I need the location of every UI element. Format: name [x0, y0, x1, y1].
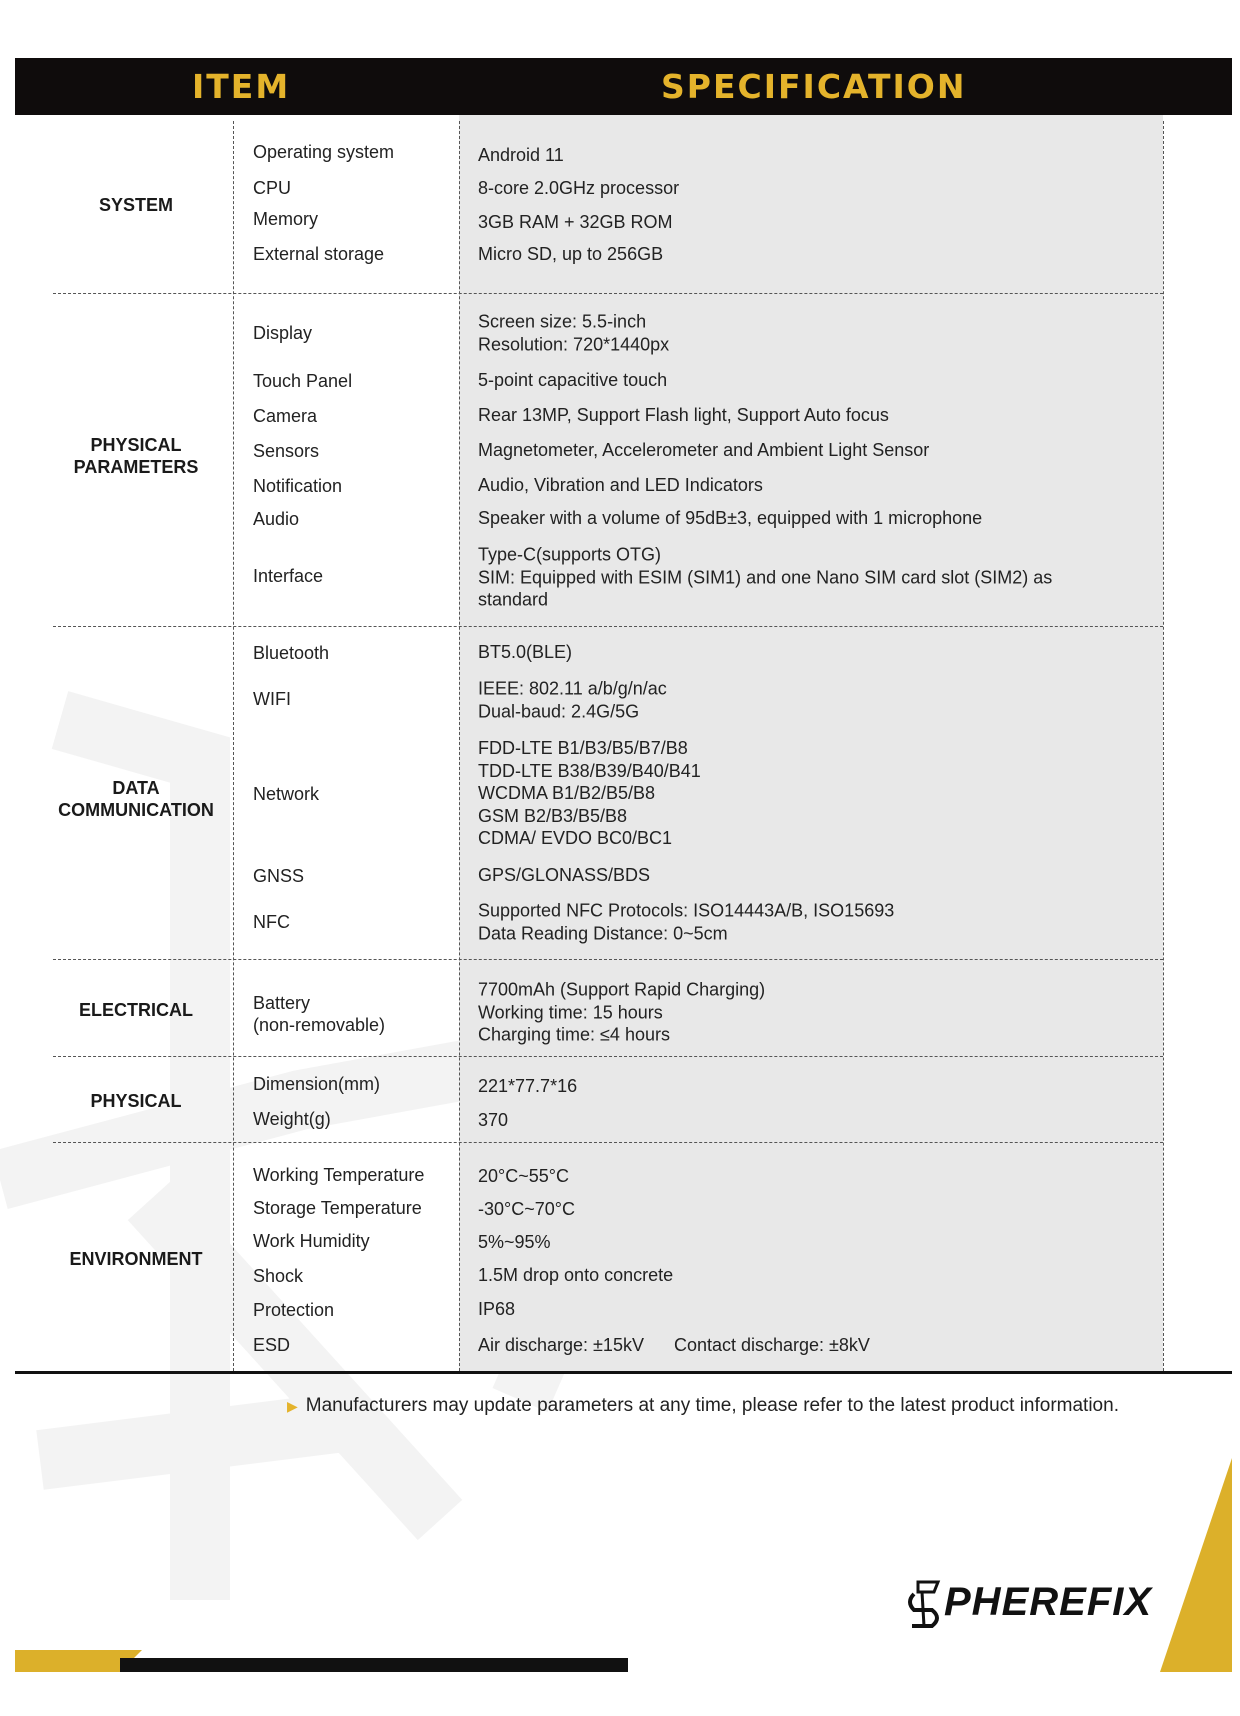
value-protection: IP68 [478, 1298, 516, 1319]
category-electrical: ELECTRICAL [79, 1000, 193, 1020]
label-interface: Interface [253, 566, 324, 586]
footer-note-text: Manufacturers may update parameters at any time, please refer to the latest product information. [305, 1395, 1119, 1416]
label-external-storage: External storage [253, 244, 385, 264]
row-divider [53, 293, 1163, 294]
label-bluetooth: Bluetooth [253, 643, 330, 663]
category-physical: PHYSICAL [90, 1091, 182, 1111]
value-nfc: Supported NFC Protocols: ISO14443A/B, ISO15693 Data Reading Distance: 0~5cm [478, 900, 895, 943]
label-work-humidity: Work Humidity [253, 1231, 370, 1251]
label-wifi: WIFI [253, 689, 291, 709]
category-environment: ENVIRONMENT [69, 1249, 203, 1269]
label-nfc: NFC [253, 912, 290, 932]
value-weight: 370 [478, 1109, 509, 1130]
label-protection: Protection [253, 1300, 335, 1320]
category-system: SYSTEM [98, 195, 173, 215]
value-network: FDD-LTE B1/B3/B5/B7/B8 TDD-LTE B38/B39/B40/B41 WCDMA B1/B2/B5/B8 GSM B2/B3/B5/B8 CDMA/ EVDO BC0/BC1 [478, 737, 701, 848]
value-cpu: 8-core 2.0GHz processor [478, 177, 680, 198]
value-working-temperature: 20°C~55°C [478, 1165, 569, 1186]
column-divider-1 [233, 121, 234, 1371]
label-cpu: CPU [253, 178, 292, 198]
label-network: Network [253, 784, 320, 804]
triangle-bullet-icon: ▶ [287, 1398, 298, 1414]
column-divider-2 [459, 121, 460, 1371]
spherefix-logo-icon [904, 1578, 948, 1630]
value-gnss: GPS/GLONASS/BDS [478, 864, 651, 885]
table-bottom-rule [15, 1371, 1232, 1374]
label-gnss: GNSS [253, 866, 305, 886]
row-divider [53, 1056, 1163, 1057]
label-dimension: Dimension(mm) [253, 1074, 381, 1094]
value-external-storage: Micro SD, up to 256GB [478, 243, 664, 264]
label-display: Display [253, 323, 313, 343]
label-weight: Weight(g) [253, 1109, 331, 1129]
gold-triangle-right [1160, 1458, 1232, 1672]
value-wifi: IEEE: 802.11 a/b/g/n/ac Dual-baud: 2.4G/5G [478, 678, 667, 721]
row-divider [53, 626, 1163, 627]
category-physical-parameters: PHYSICAL PARAMETERS [73, 435, 199, 477]
brand-logo-text: PHEREFIX [944, 1580, 1153, 1624]
row-divider [53, 1142, 1163, 1143]
value-esd: Air discharge: ±15kV Contact discharge: ±8kV [478, 1334, 870, 1355]
label-camera: Camera [253, 406, 318, 426]
footer-note [287, 1395, 1119, 1417]
column-divider-3 [1163, 121, 1164, 1371]
value-work-humidity: 5%~95% [478, 1231, 551, 1252]
value-touch-panel: 5-point capacitive touch [478, 369, 668, 390]
label-operating-system: Operating system [253, 142, 395, 162]
value-memory: 3GB RAM + 32GB ROM [478, 211, 673, 232]
label-storage-temperature: Storage Temperature [253, 1198, 422, 1218]
value-battery: 7700mAh (Support Rapid Charging) Working time: 15 hours Charging time: ≤4 hours [478, 979, 766, 1045]
header-specification: SPECIFICATION [661, 67, 967, 106]
value-display: Screen size: 5.5-inch Resolution: 720*1440px [478, 311, 670, 354]
value-storage-temperature: -30°C~70°C [478, 1198, 575, 1219]
value-dimension: 221*77.7*16 [478, 1075, 578, 1096]
row-divider [53, 959, 1163, 960]
label-battery: Battery (non-removable) [253, 993, 386, 1035]
category-data-communication: DATA COMMUNICATION [58, 778, 214, 820]
label-esd: ESD [253, 1335, 291, 1355]
value-interface: Type-C(supports OTG) SIM: Equipped with ESIM (SIM1) and one Nano SIM card slot (SIM2) as standard [478, 544, 1053, 610]
value-operating-system: Android 11 [478, 144, 564, 165]
value-camera: Rear 13MP, Support Flash light, Support Auto focus [478, 404, 889, 425]
label-touch-panel: Touch Panel [253, 371, 353, 391]
value-notification: Audio, Vibration and LED Indicators [478, 474, 763, 495]
label-shock: Shock [253, 1266, 304, 1286]
value-shock: 1.5M drop onto concrete [478, 1264, 674, 1285]
value-sensors: Magnetometer, Accelerometer and Ambient Light Sensor [478, 439, 930, 460]
label-memory: Memory [253, 209, 319, 229]
black-band-bottom [120, 1658, 628, 1672]
label-notification: Notification [253, 476, 343, 496]
label-working-temperature: Working Temperature [253, 1165, 425, 1185]
label-audio: Audio [253, 509, 300, 529]
value-bluetooth: BT5.0(BLE) [478, 641, 573, 662]
header-item: ITEM [192, 67, 291, 106]
value-audio: Speaker with a volume of 95dB±3, equipped with 1 microphone [478, 507, 983, 528]
label-sensors: Sensors [253, 441, 320, 461]
